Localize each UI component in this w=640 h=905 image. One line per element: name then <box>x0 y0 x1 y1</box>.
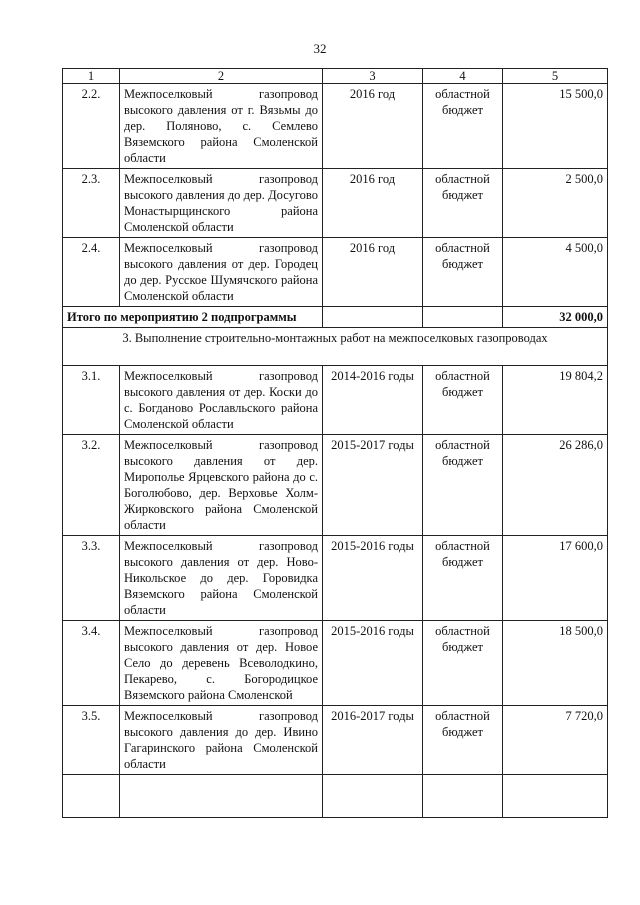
item-funding-source: областной бюджет <box>423 706 503 775</box>
item-period: 2015-2016 годы <box>323 536 423 621</box>
item-number: 2.3. <box>63 169 120 238</box>
item-period: 2016 год <box>323 84 423 169</box>
item-funding-source: областной бюджет <box>423 169 503 238</box>
item-description: Межпоселковый газопровод высокого давления до дер. Ивино Гагаринского района Смоленской области <box>120 706 323 775</box>
program-table <box>62 68 608 818</box>
item-period: 2016-2017 годы <box>323 706 423 775</box>
table-row <box>63 435 608 536</box>
item-number: 2.4. <box>63 238 120 307</box>
header-cell: 4 <box>423 69 503 84</box>
item-amount: 26 286,0 <box>503 435 608 536</box>
item-number: 2.2. <box>63 84 120 169</box>
total-empty-cell <box>323 307 423 328</box>
table-row <box>63 706 608 775</box>
item-period: 2016 год <box>323 169 423 238</box>
item-number: 3.3. <box>63 536 120 621</box>
blank-cell <box>63 775 120 818</box>
section-row <box>63 328 608 366</box>
header-cell: 3 <box>323 69 423 84</box>
item-funding-source: областной бюджет <box>423 366 503 435</box>
item-amount: 19 804,2 <box>503 366 608 435</box>
item-funding-source: областной бюджет <box>423 536 503 621</box>
header-cell: 2 <box>120 69 323 84</box>
blank-cell <box>423 775 503 818</box>
table-row <box>63 366 608 435</box>
item-description: Межпоселковый газопровод высокого давления от дер. Городец до дер. Русское Шумячского района Смоленской области <box>120 238 323 307</box>
item-number: 3.2. <box>63 435 120 536</box>
item-number: 3.4. <box>63 621 120 706</box>
table-header-row <box>63 69 608 84</box>
item-description: Межпоселковый газопровод высокого давления от дер. Мирополье Ярцевского района до с. Боголюбово, дер. Верховье Холм-Жирковского района Смоленской области <box>120 435 323 536</box>
item-period: 2016 год <box>323 238 423 307</box>
item-period: 2015-2016 годы <box>323 621 423 706</box>
item-funding-source: областной бюджет <box>423 238 503 307</box>
item-description: Межпоселковый газопровод высокого давления от дер. Новое Село до деревень Всеволодкино, Пекарево, с. Богородицкое Вяземского района Смоленской <box>120 621 323 706</box>
table-row-blank <box>63 775 608 818</box>
item-amount: 4 500,0 <box>503 238 608 307</box>
table-row <box>63 621 608 706</box>
item-description: Межпоселковый газопровод высокого давления от дер. Ново-Никольское до дер. Горовидка Вяземского района Смоленской области <box>120 536 323 621</box>
item-description: Межпоселковый газопровод высокого давления от дер. Коски до с. Богданово Рославльского района Смоленской области <box>120 366 323 435</box>
item-funding-source: областной бюджет <box>423 435 503 536</box>
item-amount: 2 500,0 <box>503 169 608 238</box>
item-amount: 7 720,0 <box>503 706 608 775</box>
total-row <box>63 307 608 328</box>
item-amount: 17 600,0 <box>503 536 608 621</box>
table-row <box>63 536 608 621</box>
item-description: Межпоселковый газопровод высокого давления до дер. Досугово Монастырщинского района Смоленской области <box>120 169 323 238</box>
item-number: 3.1. <box>63 366 120 435</box>
header-cell: 5 <box>503 69 608 84</box>
total-label: Итого по мероприятию 2 подпрограммы <box>63 307 323 328</box>
blank-cell <box>503 775 608 818</box>
table-row <box>63 84 608 169</box>
blank-cell <box>323 775 423 818</box>
table-row <box>63 238 608 307</box>
total-amount: 32 000,0 <box>503 307 608 328</box>
table-row <box>63 169 608 238</box>
section-title: 3. Выполнение строительно-монтажных работ на межпоселковых газопроводах <box>63 328 608 366</box>
item-period: 2015-2017 годы <box>323 435 423 536</box>
item-funding-source: областной бюджет <box>423 84 503 169</box>
total-empty-cell <box>423 307 503 328</box>
blank-cell <box>120 775 323 818</box>
item-amount: 18 500,0 <box>503 621 608 706</box>
page-number: 32 <box>313 41 327 56</box>
item-amount: 15 500,0 <box>503 84 608 169</box>
header-cell: 1 <box>63 69 120 84</box>
item-funding-source: областной бюджет <box>423 621 503 706</box>
item-period: 2014-2016 годы <box>323 366 423 435</box>
item-number: 3.5. <box>63 706 120 775</box>
item-description: Межпоселковый газопровод высокого давления от г. Вязьмы до дер. Поляново, с. Семлево Вяземского района Смоленской области <box>120 84 323 169</box>
